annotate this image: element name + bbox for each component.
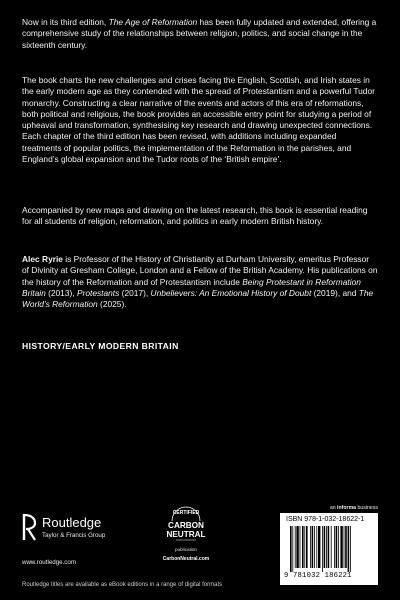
ebook-note: Routledge titles are available as eBook editions in a range of digital formats <box>22 582 223 588</box>
bio-text: (2017), <box>119 287 151 298</box>
blurb-paragraph-2: The book charts the new challenges and crises facing the English, Scottish, and Irish states in the early modern age as they contended with the spread of Protestantism and a powerful Tudor monarchy. Constructing a clear narrative of the events and actors of this era of reformations, both political and religious, the book provides an accessible entry point for studying a period of upheaval and transformation, synthesising key research and drawing unexpected connections. Each chapter of the third edition has been revised, with additions including expanded treatments of popular politics, the implementation of the Reformation in the parishes, and England’s global expansion and the Tudor roots of the ‘British empire’. <box>22 75 375 165</box>
bio-text: (2019), and <box>311 287 359 298</box>
blurb-text: has been fully updated and extended, offering a comprehensive study of the relationships between religion, politics, and social change in the sixteenth century. <box>22 17 377 50</box>
barcode-icon <box>290 526 370 572</box>
informa-text: an <box>329 505 338 511</box>
informa-business-line <box>300 505 378 511</box>
book-title: Being Protestant in Reformation Britain <box>22 276 361 298</box>
carbon-line-2: NEUTRAL <box>166 530 206 539</box>
author-name: Alec Ryrie <box>22 254 63 264</box>
publisher-group: Taylor & Francis Group <box>42 532 106 539</box>
book-title: The World’s Reformation <box>22 287 374 310</box>
book-title: Unbelievers: An Emotional History of Doubt <box>150 287 312 298</box>
isbn-text: ISBN 978-1-032-18622-1 <box>286 516 365 523</box>
subject-category: HISTORY/EARLY MODERN BRITAIN <box>22 341 179 351</box>
carbon-url: CarbonNeutral.com <box>162 556 210 562</box>
blurb-paragraph-3: Accompanied by new maps and drawing on the latest research, this book is essential reading for all students of religion, reformation, and politics in early modern British history. <box>22 205 368 227</box>
carbon-publication-label: publication <box>175 547 197 552</box>
bio-text: (2013), <box>45 287 77 298</box>
blurb-paragraph-1 <box>22 17 378 51</box>
informa-brand: informa <box>337 505 357 511</box>
book-title: The Age of Reformation <box>108 17 198 27</box>
carbon-top-text: CERTIFIED <box>172 510 200 516</box>
book-title: Protestants <box>76 287 120 298</box>
informa-text: business <box>356 505 378 511</box>
bio-text: is Professor of the History of Christianity at Durham University, emeritus Professor of Divinity at Gresham College, London and a Fellow of the British Academy. His publications on the history of the Reformation and of Protestantism include <box>22 254 378 287</box>
publisher-url[interactable]: www.routledge.com <box>22 559 76 566</box>
publisher-logo <box>22 512 132 552</box>
blurb-text: Now in its third edition, <box>22 17 109 27</box>
publisher-name: Routledge <box>42 515 102 530</box>
author-bio <box>22 254 378 310</box>
routledge-r-icon <box>22 512 37 542</box>
barcode-box <box>280 513 378 585</box>
carbon-neutral-icon <box>166 505 206 547</box>
carbon-line-1: CARBON <box>168 521 204 530</box>
barcode-digits: 9 781032 186221 <box>284 572 352 580</box>
bio-text: (2025). <box>97 299 127 310</box>
